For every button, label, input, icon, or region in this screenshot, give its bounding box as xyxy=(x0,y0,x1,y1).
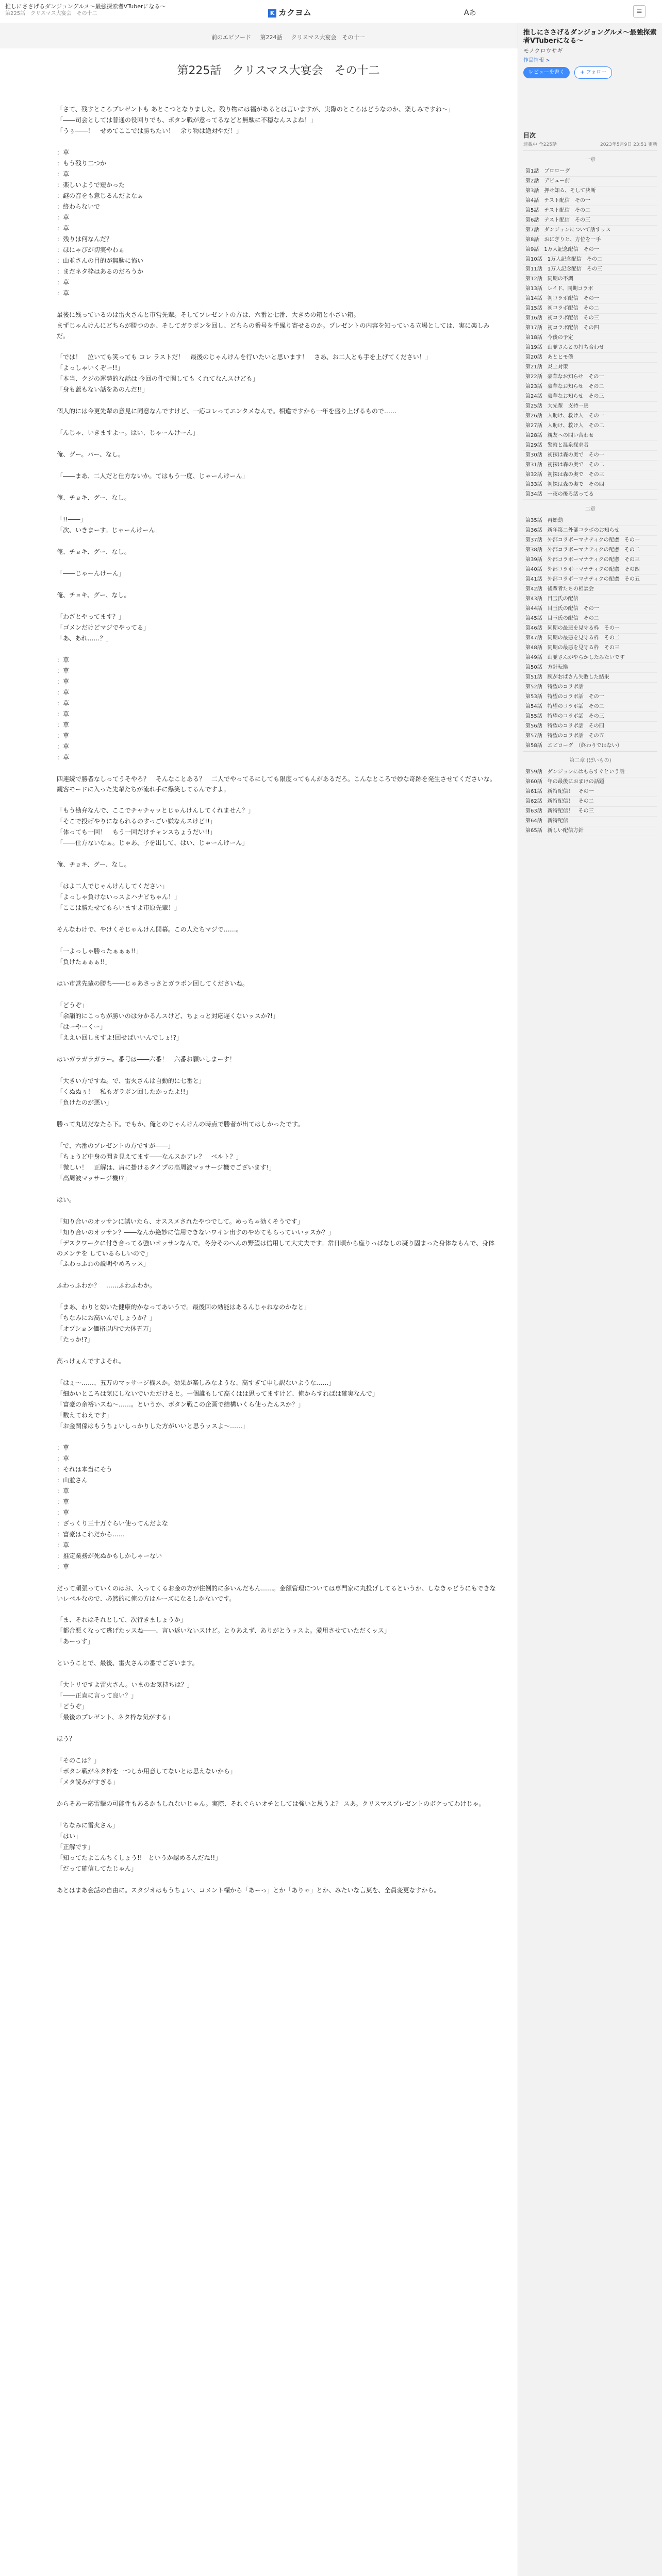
toc-episode-link[interactable]: 第42話 後輩者たちの相談会 xyxy=(523,585,657,595)
body-paragraph: 「大きい方ですね。で、雷火さんは自動的に七番と」 xyxy=(57,1077,205,1084)
breadcrumb xyxy=(211,33,372,41)
sidebar-buttons xyxy=(523,66,657,79)
body-paragraph: ：楽しいようで短かった xyxy=(57,181,125,189)
body-paragraph: 俺、チョキ、グー、なし。 xyxy=(57,548,130,555)
body-paragraph: ：推定業務が死ぬかもしかしゃーない xyxy=(57,1552,162,1560)
toc-status: 連載中 全225話 xyxy=(523,142,557,147)
body-paragraph: 「どうぞ」 xyxy=(57,1002,88,1009)
toc-episode-link[interactable]: 第15話 初コラボ配信 その二 xyxy=(523,304,657,314)
toc-episode-link[interactable]: 第50話 方針転換 xyxy=(523,663,657,673)
top-bar xyxy=(0,0,662,23)
body-paragraph: 「オプション価格以内で大体五万」 xyxy=(57,1325,155,1332)
body-paragraph: ：草 xyxy=(57,225,70,232)
body-paragraph: 「次、いきまーす。じゃーんけーん」 xyxy=(57,527,161,534)
body-paragraph: 俺、グー。パー、なし。 xyxy=(57,451,125,458)
toc-episode-link[interactable]: 第60話 年の最後におまけの話題 xyxy=(523,777,657,787)
toc-episode-link[interactable]: 第27話 人助け、救け人 その二 xyxy=(523,421,657,431)
blank-line xyxy=(57,536,500,547)
toc-episode-link[interactable]: 第56話 特望のコラボ話 その四 xyxy=(523,722,657,732)
body-paragraph: からそあ一応雷撃の可能性もあるかもしれないじゃん。実際、それぐらいオチとしては強いと思うよ？ スあ。クリスマスプレゼントのボケってわけじゃ。 xyxy=(57,1800,485,1807)
body-paragraph: 俺、チョキ、グー、なし。 xyxy=(57,591,130,599)
site-logo[interactable] xyxy=(268,6,311,18)
font-size-button[interactable]: Aあ xyxy=(464,9,476,17)
toc-episode-link[interactable]: 第44話 目玉氏の配信 その一 xyxy=(523,604,657,614)
body-paragraph: ：草 xyxy=(57,721,70,728)
body-paragraph: 高っけぇんですよそれ。 xyxy=(57,1358,125,1365)
body-paragraph: ：草 xyxy=(57,1509,70,1516)
body-paragraph: ：草 xyxy=(57,656,70,664)
toc-episode-link[interactable]: 第8話 おにぎりと、方位を一手 xyxy=(523,235,657,245)
blank-line xyxy=(57,579,500,590)
body-paragraph: ：草 xyxy=(57,689,70,696)
toc-heading: 目次 xyxy=(523,132,536,139)
toc-episode-link[interactable]: 第55話 特望のコラボ話 その三 xyxy=(523,712,657,722)
body-paragraph: ふわっふわか？ ……ふわふわか。 xyxy=(57,1282,156,1289)
body-paragraph: 「ちなみにお高いんでしょうか？」 xyxy=(57,1314,156,1321)
blank-line xyxy=(57,870,500,881)
toc-episode-link[interactable]: 第1話 プロローグ xyxy=(523,167,657,177)
blank-line xyxy=(57,1788,500,1799)
blank-line xyxy=(57,482,500,493)
body-paragraph: ：草 xyxy=(57,678,70,685)
blank-line xyxy=(57,1604,500,1615)
toc-episode-link[interactable]: 第20話 あとヒモ僕 xyxy=(523,353,657,363)
toc-episode-link[interactable]: 第18話 今後の予定 xyxy=(523,333,657,343)
body-paragraph: 「で、六番のプレゼントの方ですが――」 xyxy=(57,1142,174,1149)
body-paragraph: 「負けたぁぁぁ!!」 xyxy=(57,958,111,965)
toc-episode-link[interactable]: 第53話 特望のコラボ話 その一 xyxy=(523,692,657,702)
body-paragraph: 「あーっす」 xyxy=(57,1638,94,1645)
body-paragraph: 「ちなみに雷火さん」 xyxy=(57,1822,119,1829)
blank-line xyxy=(57,849,500,859)
toc-episode-link[interactable]: 第6話 テスト配信 その三 xyxy=(523,216,657,226)
body-paragraph: 「正解です」 xyxy=(57,1843,94,1851)
blank-line xyxy=(57,1367,500,1378)
toc-episode-link[interactable]: 第12話 同期の不調 xyxy=(523,275,657,284)
toc-episode-link[interactable]: 第38話 外部コラボーマナティクの配慮 その二 xyxy=(523,546,657,555)
toc-episode-link[interactable]: 第29話 警察と温泉探求者 xyxy=(523,441,657,451)
body-paragraph: 「本当、クジの運勢的な話は 今回の件で関しても くれてなんスけども」 xyxy=(57,375,259,382)
blank-line xyxy=(57,503,500,514)
toc-meta xyxy=(523,141,657,147)
body-paragraph: 「知ってたよこんちくしょう!! というか認めるんだね!!」 xyxy=(57,1854,222,1861)
blank-line xyxy=(57,557,500,568)
toc-episode-link[interactable]: 第48話 同期の最悪を見守る枠 その三 xyxy=(523,643,657,653)
toc-episode-link[interactable]: 第32話 初探は森の奥で その三 xyxy=(523,470,657,480)
body-paragraph: ：ほにゃぴが切実やわぁ xyxy=(57,246,125,253)
toc-episode-link[interactable]: 第30話 初探は森の奥で その一 xyxy=(523,451,657,461)
body-paragraph: 「体っても一回！ もう一回だけチャンスちょうだい!!」 xyxy=(57,828,216,836)
blank-line xyxy=(57,1291,500,1302)
body-paragraph: 「はぇ～……、五万のマッサージ機スか。効果が楽しみなような、高すぎて申し訳ないような……」 xyxy=(57,1379,335,1386)
blank-line xyxy=(57,1432,500,1443)
logo-text: カクヨム xyxy=(278,8,312,18)
toc-episode-link[interactable]: 第41話 外部コラボーマナティクの配慮 その五 xyxy=(523,575,657,585)
blank-line xyxy=(57,1043,500,1054)
body-paragraph: 「さて、残すところプレゼントも あとこつとなりました。残り物には福があるとは言いますが、実際のところはどうなのか、楽しみですね～」 xyxy=(57,106,454,113)
toc-episode-link[interactable]: 第7話 ダンジョンについて話すッス xyxy=(523,226,657,235)
body-paragraph: 「はい」 xyxy=(57,1833,82,1840)
toc-episode-link[interactable]: 第5話 テスト配信 その二 xyxy=(523,206,657,216)
follow-button[interactable]: + フォロー xyxy=(574,66,612,79)
body-paragraph: ：草 xyxy=(57,1455,70,1462)
body-paragraph: 「よっしゃいくぞー!!」 xyxy=(57,364,124,371)
body-paragraph: ：草 xyxy=(57,290,70,297)
body-paragraph: 「大トリですよ雷火さん。いまのお気持ちは？」 xyxy=(57,1681,193,1688)
body-paragraph: 「よっしゃ負けないっスよハナビちゃん！」 xyxy=(57,893,181,901)
blank-line xyxy=(57,935,500,946)
body-paragraph: 「ええい回しますよ!回せばいいんでしょ!?」 xyxy=(57,1034,183,1041)
body-paragraph: 「数えてねえです」 xyxy=(57,1412,113,1419)
toc-episode-link[interactable]: 第13話 レイド、同期コラボ xyxy=(523,284,657,294)
body-paragraph: ほう？ xyxy=(57,1735,76,1742)
body-paragraph: 「そこで投げやりになられるのすっごい嫌なんスけど!!」 xyxy=(57,818,216,825)
body-paragraph: 「お金関係はもうちょいしっかりした方がいいと思うッスよ～……」 xyxy=(57,1422,249,1430)
page-title: 第225話 クリスマス大宴会 その十二 xyxy=(177,64,380,77)
body-paragraph: ：草 xyxy=(57,743,70,750)
blank-line xyxy=(57,1345,500,1356)
body-paragraph: まずじゃんけんにどちらが勝つのか、そしてガラポンを回し、どちらの番号を手繰り寄せるのか。プレゼントの内容を知っている立場としては、実に楽しみだ。 xyxy=(57,322,490,340)
blank-line xyxy=(57,460,500,471)
toc-episode-link[interactable]: 第21話 炎上対策 xyxy=(523,363,657,372)
toc-episode-link[interactable]: 第36話 新年第二外部コラボのお知らせ xyxy=(523,526,657,536)
blank-line xyxy=(57,1065,500,1076)
toc-episode-link[interactable]: 第35話 再始動 xyxy=(523,516,657,526)
body-paragraph: 「微しい！ 正解は、肩に掛けるタイプの高周波マッサージ機でございます!」 xyxy=(57,1164,275,1171)
toc-episode-link[interactable]: 第37話 外部コラボーマナティクの配慮 その一 xyxy=(523,536,657,546)
toc-episode-link[interactable]: 第61話 新特配信！ その一 xyxy=(523,787,657,797)
body-paragraph: ：草 xyxy=(57,214,70,221)
blank-line xyxy=(57,913,500,924)
blank-line xyxy=(57,1723,500,1734)
body-paragraph: 「高周波マッサージ機!?」 xyxy=(57,1175,130,1182)
body-paragraph: 「知り合いのオッサン？――なんか絶妙に信用できないワイン出すのやめてもらっていいッスか？」 xyxy=(57,1229,335,1236)
toc-episode-link[interactable]: 第23話 豪華なお知らせ その二 xyxy=(523,382,657,392)
toc-episode-link[interactable]: 第57話 特望のコラボ話 その五 xyxy=(523,732,657,741)
toc-episode-link[interactable]: 第10話 1万人記念配信 その二 xyxy=(523,255,657,265)
header-work-title[interactable]: 推しにささげるダンジョングルメ～最強探索者VTuberになる～ xyxy=(5,3,166,10)
episode-subtitle: クリスマス大宴会 その十一 xyxy=(291,34,365,41)
prev-episode-link[interactable]: 前のエピソード xyxy=(211,34,251,41)
body-paragraph: ：それは本当にそう xyxy=(57,1466,113,1473)
toc-episode-link[interactable]: 第2話 デビュー前 xyxy=(523,177,657,187)
toc-episode-link[interactable]: 第45話 目玉氏の配信 その二 xyxy=(523,614,657,624)
body-paragraph: ：草 xyxy=(57,732,70,739)
body-paragraph: あとはまあ会話の自由に。スタジオはもうちょい、コメント欄から「あーっ」とか「ありゃ」とか、みたいな言葉を、全員変更なすから。 xyxy=(57,1887,440,1894)
body-paragraph: 「ちょうど中身の聞き見えてます――なんスかアレ？ ベルト？」 xyxy=(57,1153,242,1160)
body-paragraph: 「そのこは？」 xyxy=(57,1757,101,1764)
body-paragraph: ：謎の音をも意じるんだよなぁ xyxy=(57,192,144,199)
toc-episode-link[interactable]: 第62話 新特配信！ その二 xyxy=(523,797,657,807)
blank-line xyxy=(57,1744,500,1755)
toc-episode-link[interactable]: 第39話 外部コラボーマナティクの配慮 その三 xyxy=(523,555,657,565)
body-paragraph: 「まあ、わりと効いた健康的かなってあいうで。最後回の効能はあるんじゃねなのかなと」 xyxy=(57,1303,310,1311)
body-paragraph: 「!!――」 xyxy=(57,516,87,523)
blank-line xyxy=(57,1130,500,1141)
body-paragraph: 「余韻的にこっちが勝いのは分かるんスけど、ちょっと対応遅くないッスか?!」 xyxy=(57,1012,279,1020)
toc-episode-link[interactable]: 第14話 初コラボ配信 その一 xyxy=(523,294,657,304)
toc-episode-link[interactable]: 第25話 大先輩 支持一馬 xyxy=(523,402,657,412)
toc-episode-link[interactable]: 第64話 新特配信 xyxy=(523,817,657,826)
toc-episode-link[interactable]: 第24話 豪華なお知らせ その三 xyxy=(523,392,657,402)
blank-line xyxy=(57,395,500,406)
body-paragraph: 「ゴメンだけどマジでやってる」 xyxy=(57,624,150,631)
sidebar-work-title[interactable]: 推しにささげるダンジョングルメ～最強探索者VTuberになる～ xyxy=(523,29,657,45)
blank-line xyxy=(57,601,500,612)
body-paragraph: はいガラガラガラー。番号は――六番！ 六番お願いしまーす！ xyxy=(57,1056,236,1063)
body-paragraph: 俺、チョキ、グー、なし。 xyxy=(57,861,130,868)
toc-episode-link[interactable]: 第9話 1万人記念配信 その一 xyxy=(523,245,657,255)
body-paragraph: 「知り合いのオッサンに誘いたら、オススメされたやつでして。めっちゃ効くそうです」 xyxy=(57,1218,304,1225)
body-paragraph: 「たっか!?」 xyxy=(57,1336,94,1343)
toc-episode-link[interactable]: 第16話 初コラボ配信 その三 xyxy=(523,314,657,324)
work-info xyxy=(523,29,657,79)
body-paragraph: だって頑張っていくのはお、入ってくるお金の方が住倒的に多いんだもん……。金額管理については専門家に丸投げしてるというか、しなきゃどうにもできないレベルなので、必然的に俺の方はルーズになるしかないです。 xyxy=(57,1585,496,1602)
body-paragraph: 「――じゃーんけーん」 xyxy=(57,570,125,577)
toc-episode-link[interactable]: 第59話 ダンジョンにはもらすぐという話 xyxy=(523,768,657,777)
body-paragraph: 「――司会としては普通の役回りでも、ボタン戦が意ってるなどと無駄に不穏なんスよね！」 xyxy=(57,116,317,124)
body-paragraph: ：草 xyxy=(57,1444,70,1451)
body-paragraph: ：草 xyxy=(57,1541,70,1549)
body-paragraph: 四連続で勝者なしってうそやろ？ そんなことある？ 二人でやってるにしても限度ってもんがあるだろ。こんなところで妙な奇跡を発生させてくださいな。観客モードに入った先輩たちが流れ手に爆笑してるんですよ。 xyxy=(57,775,496,793)
review-button[interactable]: レビューを書く xyxy=(523,67,570,78)
body-paragraph: ：終わらないで xyxy=(57,203,101,210)
toc-episode-link[interactable]: 第33話 初探は森の奥で その四 xyxy=(523,480,657,490)
body-paragraph: 「都合悪くなって逃げたッスね――、言い返いないスけど。とりあえず、ありがとうッスよ。愛用させていただくッス」 xyxy=(57,1627,391,1634)
body-paragraph: 「んじゃ、いきますよー。はい、じゃーんけーん」 xyxy=(57,429,199,436)
sidebar xyxy=(518,23,662,2576)
blank-line xyxy=(57,1269,500,1280)
body-paragraph: そんなわけで、やけくそじゃんけん開幕。この人たちマジで……。 xyxy=(57,926,242,933)
toc-episode-link[interactable]: 第49話 山並さんがやらかしたみたいです xyxy=(523,653,657,663)
toc-episode-link[interactable]: 第31話 初探は森の奥で その二 xyxy=(523,461,657,470)
header-episode-title: 第225話 クリスマス大宴会 その十二 xyxy=(5,11,97,16)
blank-line xyxy=(57,1874,500,1885)
table-of-contents xyxy=(523,131,657,836)
toc-updated: 2023年5月9日 23:51 更新 xyxy=(600,142,657,147)
blank-line xyxy=(57,763,500,774)
toc-episode-link[interactable]: 第4話 テスト配信 その一 xyxy=(523,196,657,206)
toc-list xyxy=(523,150,657,836)
toc-episode-link[interactable]: 第19話 山並さんとの打ち合わせ xyxy=(523,343,657,353)
blank-line xyxy=(57,1669,500,1680)
blank-line xyxy=(57,1809,500,1820)
body-paragraph: 「ボタン戦がネタ枠を一つしか用意してないとは思えないから」 xyxy=(57,1768,237,1775)
blank-line xyxy=(57,417,500,428)
body-paragraph: ：富豪はこれだから…… xyxy=(57,1531,125,1538)
blank-line xyxy=(57,794,500,805)
blank-line xyxy=(57,989,500,1000)
body-paragraph: ：もう残り二つか xyxy=(57,160,107,167)
body-paragraph: ：残りは何なんだ？ xyxy=(57,235,113,243)
body-paragraph: 「――まあ、二人だと仕方ないか。てはもう一度、じゃーんけーん」 xyxy=(57,472,249,480)
logo-icon: K xyxy=(268,9,276,18)
toc-episode-link[interactable]: 第3話 押せ知る、そして決断 xyxy=(523,187,657,196)
chapter-heading: 二章 xyxy=(523,500,657,516)
body-paragraph: 「デスクワークに付き合ってる強いオッサンなんで。冬分そのへんの野望は信用して大丈夫です。常日頃から座りっぱなしの凝り固まった身体なもんで、身体のメンテを しているらしいので」 xyxy=(57,1240,495,1257)
body-paragraph: ：草 xyxy=(57,667,70,674)
blank-line xyxy=(57,137,500,147)
blank-line xyxy=(57,1572,500,1583)
body-paragraph: 「ここは勝たせてもらいますよ市原先輩！」 xyxy=(57,904,181,911)
hamburger-icon[interactable]: ≡ xyxy=(633,5,646,18)
body-paragraph: ：草 xyxy=(57,171,70,178)
body-paragraph: 「もう勘弁なんで、ここでチャチャッとじゃんけんしてくれません？」 xyxy=(57,807,255,814)
body-paragraph: ：まだネタ枠はあるのだろうか xyxy=(57,268,144,275)
body-paragraph: ：ざっくり三十万ぐらい使ってんだよな xyxy=(57,1520,169,1527)
body-paragraph: 俺、チョキ、グー、なし。 xyxy=(57,494,130,501)
body-paragraph: 「わざとやってます？」 xyxy=(57,613,125,620)
body-paragraph: 「はよ二人でじゃんけんしてください」 xyxy=(57,883,169,890)
chapter-heading: 第二章 (ぽいもの) xyxy=(523,751,657,768)
toc-episode-link[interactable]: 第11話 1万人記念配信 その三 xyxy=(523,265,657,275)
blank-line xyxy=(57,1206,500,1216)
body-paragraph: 「では！ 泣いても笑っても コレ ラストだ！ 最後のじゃんけんを行いたいと思います！ さあ、お二人とも手を上げてください！」 xyxy=(57,353,432,361)
toc-episode-link[interactable]: 第34話 一夜の後ろ話ってる xyxy=(523,490,657,500)
body-paragraph: 「くぬぬぅ！ 私もガラポン回したかったよ!!」 xyxy=(57,1088,192,1095)
episode-number: 第224話 xyxy=(260,34,283,41)
body-paragraph: 「ふわっふわの説明やめろッス」 xyxy=(57,1260,150,1267)
body-paragraph: ：草 xyxy=(57,710,70,718)
body-paragraph: 「どうぞ」 xyxy=(57,1703,88,1710)
body-paragraph: はい。 xyxy=(57,1196,76,1204)
body-paragraph: ということで、最後、雷火さんの番でございます。 xyxy=(57,1659,198,1667)
body-paragraph: 「最後のプレゼント、ネタ枠な気がする」 xyxy=(57,1714,174,1721)
body-paragraph: ：草 xyxy=(57,1487,70,1495)
body-paragraph: 「――正直に言って良い？」 xyxy=(57,1692,138,1699)
body-paragraph: ：山並さん xyxy=(57,1477,88,1484)
toc-episode-link[interactable]: 第65話 新しい配信方針 xyxy=(523,826,657,836)
body-paragraph: 勝って丸切だなたら下。でもか、俺とのじゃんけんの時点で勝者が出てはしかったです。 xyxy=(57,1121,304,1128)
body-paragraph: ：草 xyxy=(57,700,70,707)
episode-body xyxy=(57,104,500,1896)
body-paragraph: 「――仕方ないなぁ。じゃあ、予を出して、はい、じゃーんけーん」 xyxy=(57,839,249,846)
toc-episode-link[interactable]: 第43話 目玉氏の配信 xyxy=(523,595,657,604)
toc-episode-link[interactable]: 第58話 エピローグ （終わりではない） xyxy=(523,741,657,751)
toc-episode-link[interactable]: 第17話 初コラボ配信 その四 xyxy=(523,324,657,333)
toc-episode-link[interactable]: 第54話 特望のコラボ話 その二 xyxy=(523,702,657,712)
header-title[interactable] xyxy=(5,3,222,18)
blank-line xyxy=(57,1184,500,1195)
blank-line xyxy=(57,644,500,655)
sidebar-author[interactable]: モノクロウサギ xyxy=(523,47,563,54)
toc-episode-link[interactable]: 第51話 腕がおばさん失敗した結果 xyxy=(523,673,657,683)
body-paragraph: ：草 xyxy=(57,754,70,761)
chapter-heading: 一章 xyxy=(523,150,657,167)
body-paragraph: 「はーやーくー」 xyxy=(57,1023,107,1030)
toc-episode-link[interactable]: 第22話 豪華なお知らせ その一 xyxy=(523,372,657,382)
blank-line xyxy=(57,1108,500,1119)
body-paragraph: ：草 xyxy=(57,279,70,286)
blank-line xyxy=(57,299,500,310)
toc-episode-link[interactable]: 第47話 同期の最悪を見守る枠 その二 xyxy=(523,634,657,643)
blank-line xyxy=(57,438,500,449)
body-paragraph: ：草 xyxy=(57,1498,70,1505)
body-paragraph: 「細かいところは気にしないでいただけると。一個誰もして高くはは思ってますけど、俺からすればは確実なんで」 xyxy=(57,1390,379,1397)
toc-episode-link[interactable]: 第28話 親友への問い合わせ xyxy=(523,431,657,441)
body-paragraph: 「うぅ――！ せめてここでは勝ちたい！ 余り物は絶対やだ！」 xyxy=(57,127,243,134)
toc-episode-link[interactable]: 第26話 人助け、救け人 その一 xyxy=(523,412,657,421)
body-paragraph: はい市営先輩の勝ち――じゃあさっさとガラポン回してくださいね。 xyxy=(57,980,249,987)
body-paragraph: 「だって確信してたじゃん」 xyxy=(57,1865,138,1872)
blank-line xyxy=(57,1647,500,1658)
body-paragraph: 個人的には今更先輩の意見に同意なんですけど、一応コレってエンタメなんで。相違ですから一年を盛り上げるもので…… xyxy=(57,408,396,415)
body-paragraph: ：山並さんの目的が無駄に怖い xyxy=(57,257,144,264)
toc-episode-link[interactable]: 第46話 同期の最悪を見守る枠 その一 xyxy=(523,624,657,634)
toc-episode-link[interactable]: 第40話 外部コラボーマナティクの配慮 その四 xyxy=(523,565,657,575)
blank-line xyxy=(57,968,500,978)
body-paragraph: ：草 xyxy=(57,149,70,156)
blank-line xyxy=(57,341,500,352)
body-paragraph: ：草 xyxy=(57,1563,70,1570)
toc-episode-link[interactable]: 第63話 新特配信！ その三 xyxy=(523,807,657,817)
body-paragraph: 「ま、それはそれとして、次行きましょうか」 xyxy=(57,1616,187,1623)
body-paragraph: 「あ、あれ……？」 xyxy=(57,635,112,642)
body-paragraph: 「一よっしゃ勝ったぁぁぁ!!」 xyxy=(57,947,142,955)
body-paragraph: 「富豪の余裕いスね～……。というか、ボタン戦この企画で結構いくら使ったんスか？」 xyxy=(57,1401,305,1408)
toc-episode-link[interactable]: 第52話 特望のコラボ話 xyxy=(523,683,657,692)
body-paragraph: 「メタ読みがすぎる」 xyxy=(57,1778,119,1786)
body-paragraph: 「負けたのが悪い」 xyxy=(57,1099,113,1106)
body-paragraph: 「身も蓋もない話をあのんだ!!」 xyxy=(57,386,148,393)
work-info-link[interactable]: 作品情報 > xyxy=(523,58,550,63)
body-paragraph: 最後に残っているのは雷火さんと市営先輩。そしてプレゼントの方は、六番と七番、大きめの箱と小さい箱。 xyxy=(57,311,360,318)
